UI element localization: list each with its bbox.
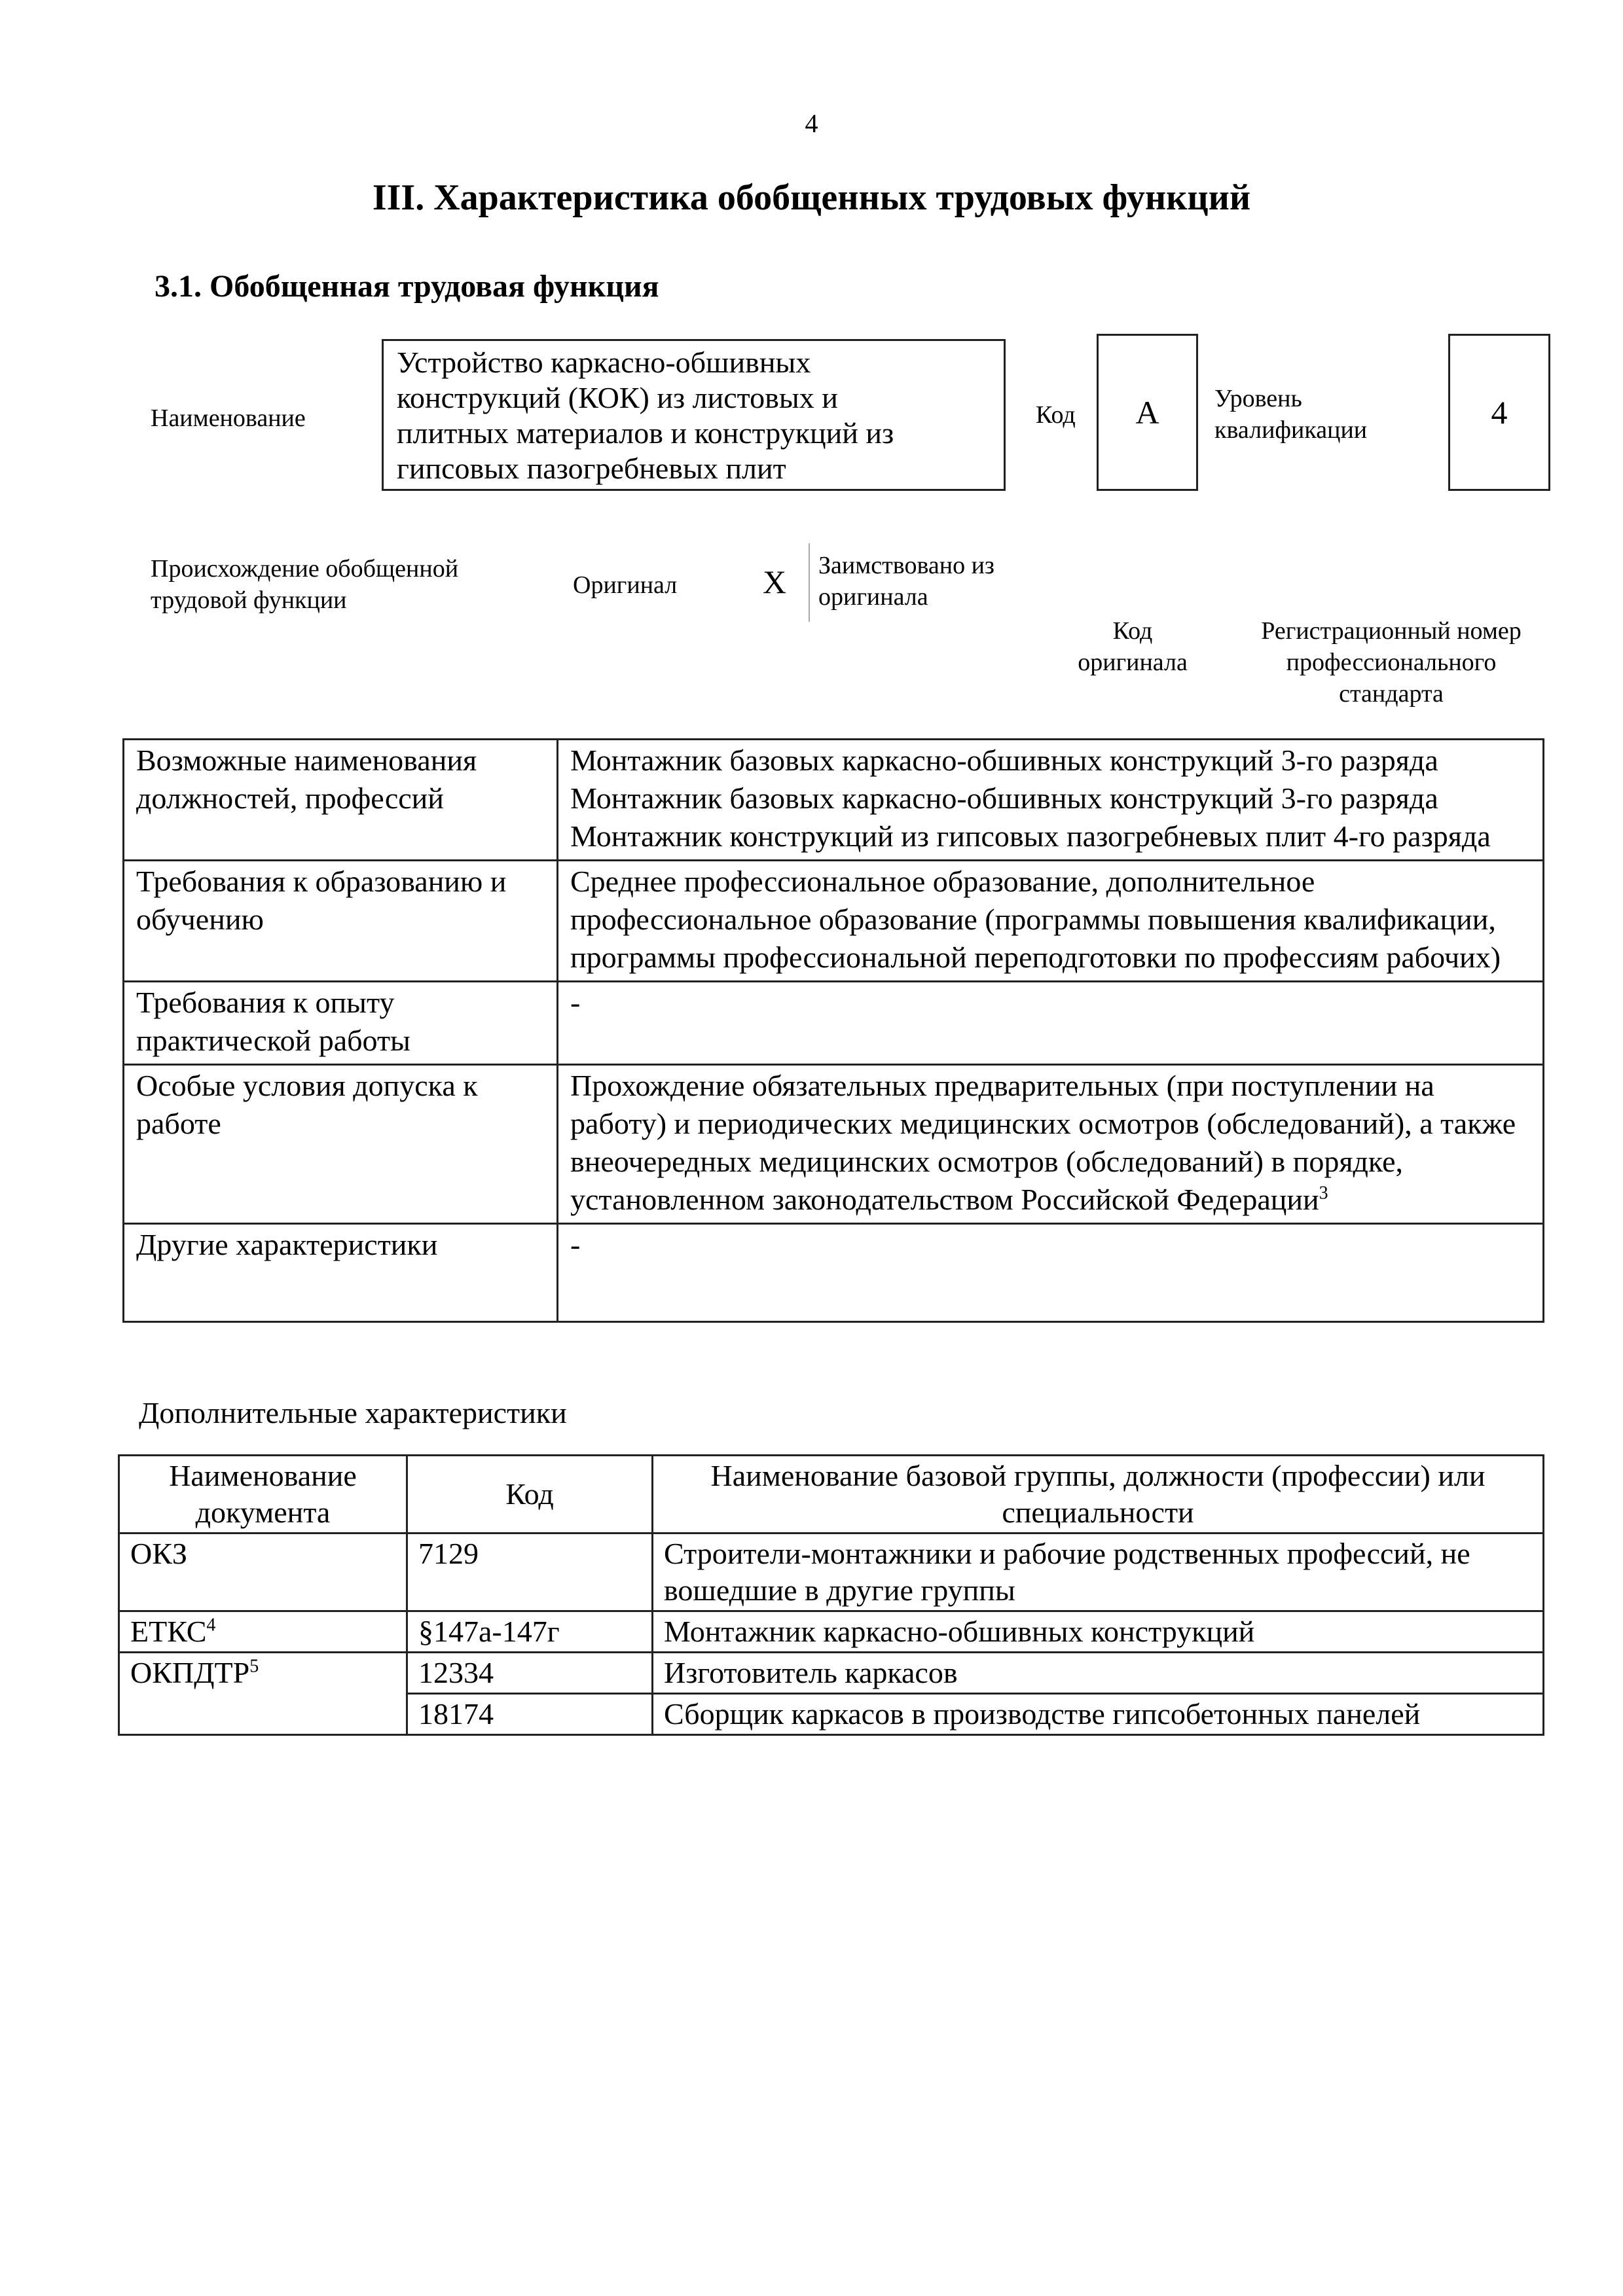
function-name-line: Устройство каркасно-обшивных	[397, 346, 811, 379]
column-header: Наименование документа	[119, 1456, 407, 1534]
original-code-caption-line-2: оригинала	[1078, 649, 1188, 676]
code-label: Код	[1036, 401, 1076, 429]
origin-label-line-1: Происхождение обобщенной	[151, 555, 459, 583]
doc-name: ОКЗ	[130, 1537, 187, 1570]
name-label: Наименование	[151, 404, 306, 432]
row-label: Требования к опыту практической работы	[124, 982, 558, 1065]
row-label: Особые условия допуска к работе	[124, 1065, 558, 1224]
level-label	[1214, 383, 1367, 446]
name-cell: Сборщик каркасов в производстве гипсобетонных панелей	[653, 1694, 1544, 1735]
table-row	[119, 1611, 1544, 1653]
divider	[809, 543, 812, 622]
original-label: Оригинал	[573, 571, 678, 599]
characteristics-table	[122, 738, 1544, 1323]
footnote-ref: 4	[206, 1615, 216, 1636]
column-header: Код	[407, 1456, 653, 1534]
row-label: Требования к образованию и обучению	[124, 861, 558, 982]
origin-label-line-2: трудовой функции	[151, 586, 347, 614]
original-mark: X	[763, 564, 787, 600]
doc-name: ЕТКС	[130, 1615, 207, 1648]
row-value	[558, 740, 1544, 861]
name-cell: Монтажник каркасно-обшивных конструкций	[653, 1611, 1544, 1653]
subsection-title: 3.1. Обобщенная трудовая функция	[155, 269, 659, 304]
column-header: Наименование базовой группы, должности (профессии) или специальности	[653, 1456, 1544, 1534]
table-row	[124, 861, 1544, 982]
registration-caption-line-1: Регистрационный номер	[1261, 617, 1522, 645]
origin-label	[151, 553, 458, 616]
registration-caption-line-3: стандарта	[1339, 680, 1444, 708]
table-row	[119, 1534, 1544, 1611]
row-value: Среднее профессиональное образование, дополнительное профессиональное образование (программы повышения квалификации, программы профессиональной переподготовки по профессиям рабочих)	[558, 861, 1544, 982]
row-label: Другие характеристики	[124, 1224, 558, 1322]
code-cell: 12334	[407, 1653, 653, 1694]
table-row	[119, 1653, 1544, 1694]
position-name: Монтажник базовых каркасно-обшивных конструкций 3-го разряда	[570, 781, 1438, 815]
table-header-row	[119, 1456, 1544, 1534]
position-name: Монтажник конструкций из гипсовых пазогребневых плит 4-го разряда	[570, 819, 1491, 853]
table-row	[124, 740, 1544, 861]
borrowed-label-line-2: оригинала	[818, 583, 928, 611]
table-row	[124, 1224, 1544, 1322]
section-title: III. Характеристика обобщенных трудовых функций	[372, 177, 1251, 218]
code-value: А	[1135, 394, 1159, 431]
borrowed-label-line-1: Заимствовано из	[818, 552, 994, 579]
row-value: -	[558, 982, 1544, 1065]
row-value-text: Прохождение обязательных предварительных (при поступлении на работу) и периодических медицинских осмотров (обследований), а также внеочередных медицинских осмотров (обследований) в порядке, установленном законодательством Российской Федерации	[570, 1069, 1516, 1216]
code-cell: §147а-147г	[407, 1611, 653, 1653]
registration-number-caption	[1231, 615, 1552, 709]
row-label: Возможные наименования должностей, профессий	[124, 740, 558, 861]
level-label-line-2: квалификации	[1214, 416, 1368, 444]
table-row	[124, 982, 1544, 1065]
page-number: 4	[805, 109, 818, 138]
doc-cell	[119, 1611, 407, 1653]
name-cell: Строители-монтажники и рабочие родственных профессий, не вошедшие в другие группы	[653, 1534, 1544, 1611]
extra-characteristics-table	[118, 1454, 1544, 1736]
original-code-caption-line-1: Код	[1112, 617, 1153, 645]
function-name-line: конструкций (КОК) из листовых и	[397, 381, 838, 414]
table-row	[124, 1065, 1544, 1224]
level-label-line-1: Уровень	[1214, 385, 1302, 412]
extra-characteristics-title: Дополнительные характеристики	[139, 1396, 567, 1429]
footnote-ref: 3	[1319, 1183, 1328, 1204]
row-value	[558, 1065, 1544, 1224]
level-value-box	[1448, 334, 1550, 491]
borrowed-label	[818, 550, 994, 613]
footnote-ref: 5	[249, 1656, 259, 1677]
code-cell: 18174	[407, 1694, 653, 1735]
level-value: 4	[1491, 394, 1508, 431]
doc-cell	[119, 1534, 407, 1611]
position-name: Монтажник базовых каркасно-обшивных конструкций 3-го разряда	[570, 744, 1438, 777]
original-code-caption	[1048, 615, 1218, 678]
row-value: -	[558, 1224, 1544, 1322]
registration-caption-line-2: профессионального	[1286, 649, 1497, 676]
code-value-box	[1097, 334, 1198, 491]
doc-cell	[119, 1653, 407, 1735]
function-name-line: гипсовых пазогребневых плит	[397, 452, 786, 485]
doc-name: ОКПДТР	[130, 1656, 250, 1689]
function-name-line: плитных материалов и конструкций из	[397, 416, 894, 450]
function-name-box	[382, 339, 1006, 491]
code-cell: 7129	[407, 1534, 653, 1611]
name-cell: Изготовитель каркасов	[653, 1653, 1544, 1694]
